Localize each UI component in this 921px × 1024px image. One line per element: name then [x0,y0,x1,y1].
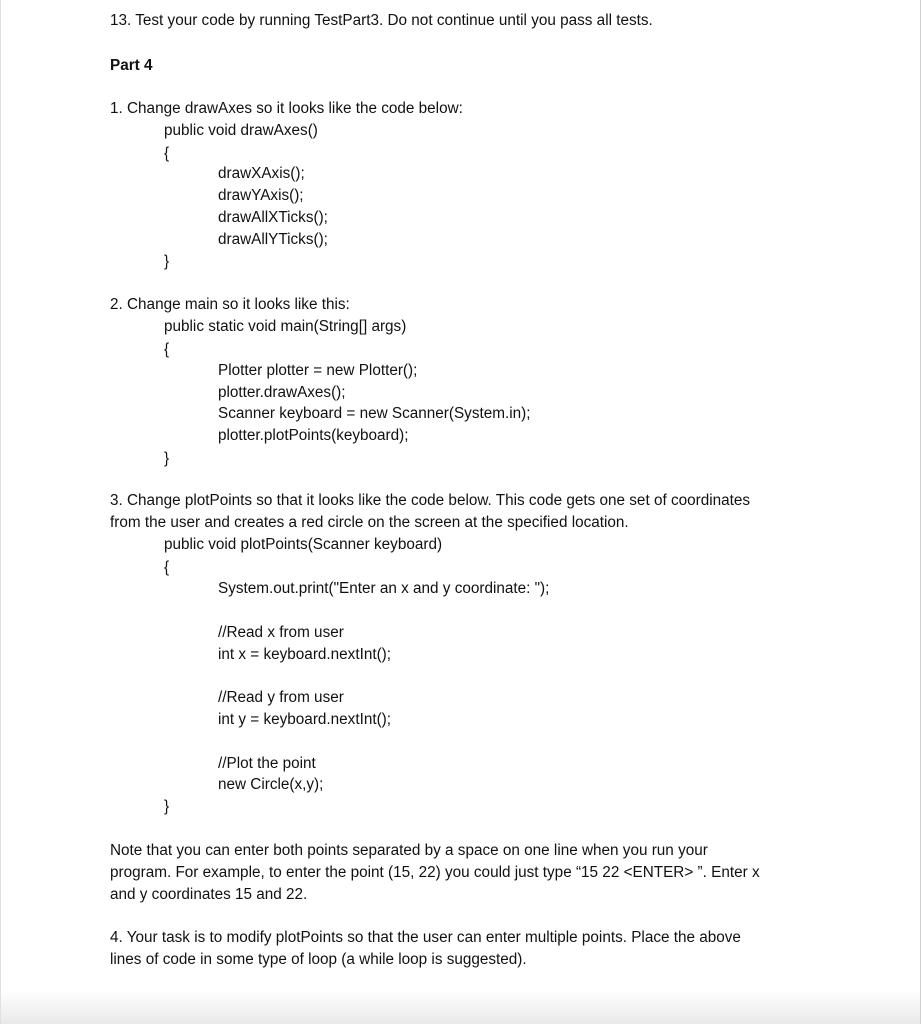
note-text: Note that you can enter both points separated by a space on one line when you run your [110,842,708,859]
code-line: drawAllXTicks(); [218,209,328,226]
code-line: } [164,253,170,270]
step-3-text: 3. Change plotPoints so that it looks like the code below. This code gets one set of coordinates [110,492,751,509]
code-line: plotter.plotPoints(keyboard); [218,427,409,444]
step-2-text: 2. Change main so it looks like this: [110,296,350,313]
code-line: } [164,450,170,467]
page-bottom-shadow [1,990,920,1024]
code-line: public static void main(String[] args) [164,318,407,335]
code-line: int x = keyboard.nextInt(); [218,646,392,663]
code-line: int y = keyboard.nextInt(); [218,711,392,728]
note-text: program. For example, to enter the point (15, 22) you could just type “15 22 <ENTER> ”. Enter x [110,864,760,881]
step-13-text: 13. Test your code by running TestPart3. Do not continue until you pass all tests. [110,12,653,29]
code-line: new Circle(x,y); [218,776,324,793]
code-comment: //Read y from user [218,689,344,706]
code-line: drawXAxis(); [218,165,305,182]
code-line: Plotter plotter = new Plotter(); [218,362,418,379]
code-line: System.out.print("Enter an x and y coordinate: "); [218,580,550,597]
code-line: drawYAxis(); [218,187,304,204]
code-comment: //Plot the point [218,755,316,772]
code-line: { [164,341,170,358]
code-line: drawAllYTicks(); [218,231,328,248]
code-comment: //Read x from user [218,624,344,641]
step-4-text: 4. Your task is to modify plotPoints so that the user can enter multiple points. Place the above [110,929,741,946]
code-line: { [164,559,170,576]
code-line: public void drawAxes() [164,122,318,139]
part-heading: Part 4 [110,57,153,74]
step-1-text: 1. Change drawAxes so it looks like the code below: [110,100,463,117]
code-line: { [164,145,170,162]
code-line: Scanner keyboard = new Scanner(System.in); [218,405,531,422]
code-line: } [164,798,170,815]
code-line: public void plotPoints(Scanner keyboard) [164,536,443,553]
step-4-text: lines of code in some type of loop (a while loop is suggested). [110,951,527,968]
step-3-text: from the user and creates a red circle on the screen at the specified location. [110,514,629,531]
code-line: plotter.drawAxes(); [218,384,346,401]
note-text: and y coordinates 15 and 22. [110,886,308,903]
